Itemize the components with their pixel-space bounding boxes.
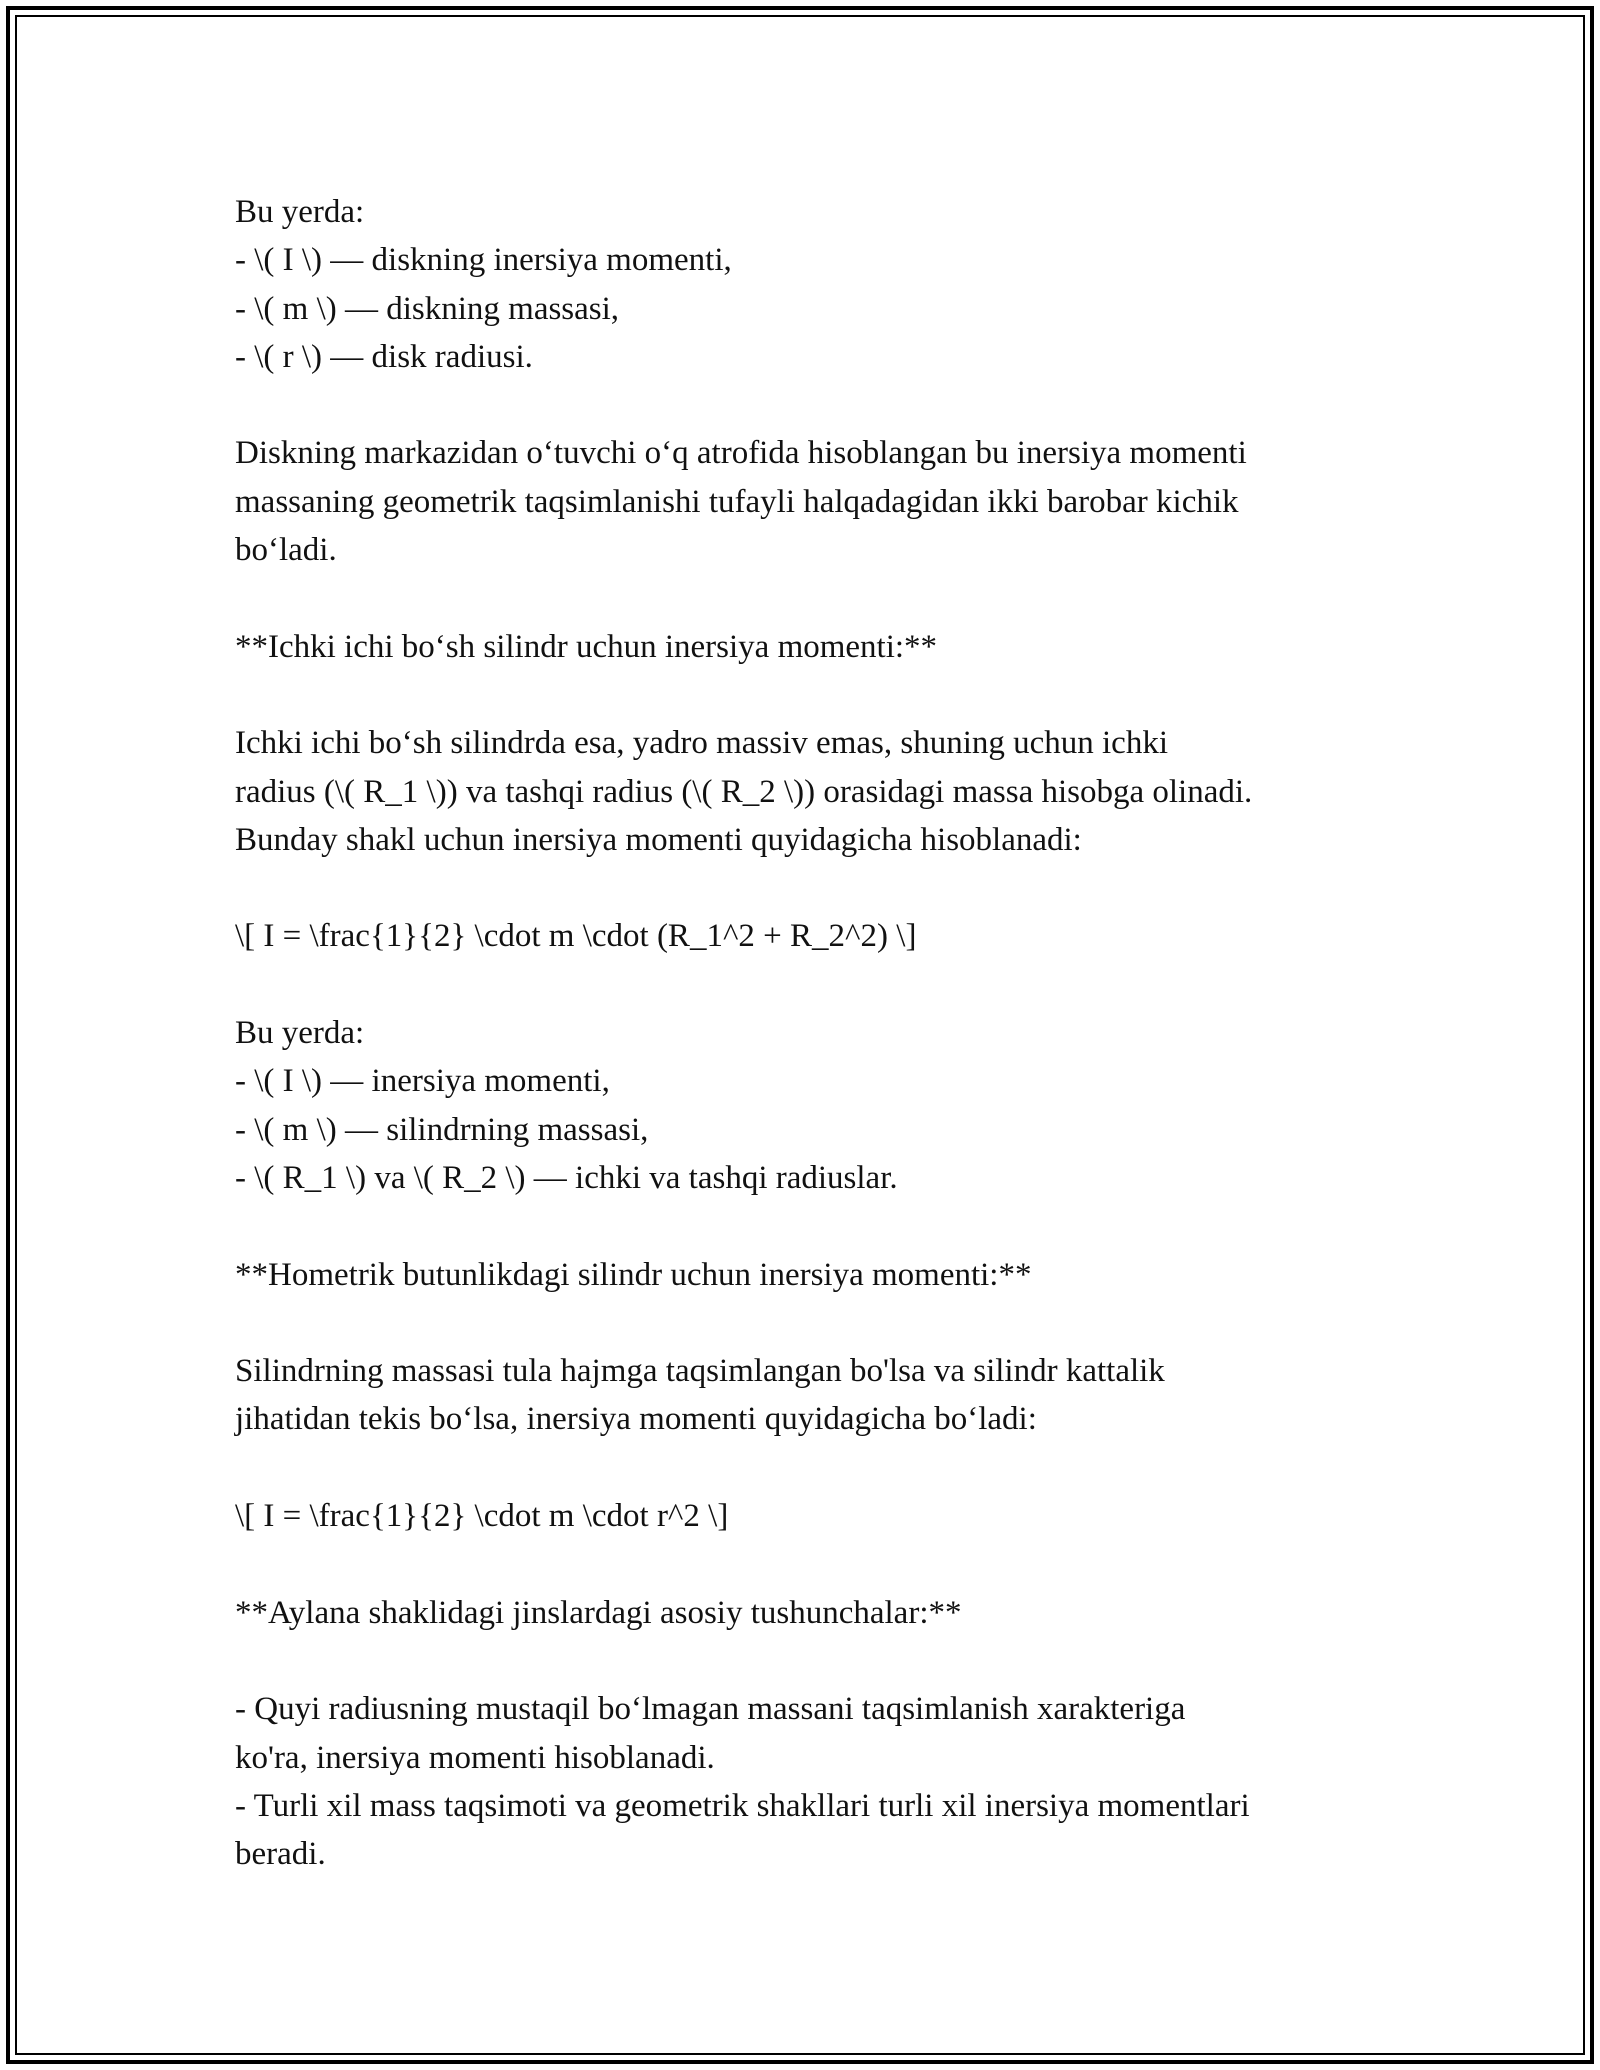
text-line: Bunday shakl uchun inersiya momenti quyidagicha hisoblanadi:: [235, 821, 1082, 858]
paragraph-gap: [235, 1444, 1385, 1492]
paragraph-gap: [235, 1637, 1385, 1685]
text-line: Ichki ichi bo‘sh silindrda esa, yadro massiv emas, shuning uchun ichki: [235, 725, 1168, 762]
text-line: bo‘ladi.: [235, 532, 337, 569]
text-line: ko'ra, inersiya momenti hisoblanadi.: [235, 1739, 715, 1776]
text-line: jihatidan tekis bo‘lsa, inersiya momenti quyidagicha bo‘ladi:: [235, 1401, 1037, 1438]
text-line: radius (\( R_1 \)) va tashqi radius (\( R_2 \)) orasidagi massa hisobga olinadi.: [235, 773, 1253, 810]
paragraph-gap: [235, 961, 1385, 1009]
text-line: **Hometrik butunlikdagi silindr uchun inersiya momenti:**: [235, 1256, 1032, 1293]
paragraph: [235, 1685, 1385, 1878]
paragraph-gap: [235, 864, 1385, 912]
paragraph-gap: [235, 1540, 1385, 1588]
text-line: massaning geometrik taqsimlanishi tufayli halqadagidan ikki barobar kichik: [235, 483, 1239, 520]
text-line: \[ I = \frac{1}{2} \cdot m \cdot (R_1^2 + R_2^2) \]: [235, 918, 917, 955]
paragraph: [235, 719, 1385, 864]
text-line: **Ichki ichi bo‘sh silindr uchun inersiya momenti:**: [235, 628, 938, 665]
text-line: \[ I = \frac{1}{2} \cdot m \cdot r^2 \]: [235, 1498, 729, 1535]
formula-block: [235, 1492, 1385, 1540]
paragraph: [235, 1347, 1385, 1444]
text-line: - Turli xil mass taqsimoti va geometrik shakllari turli xil inersiya momentlari: [235, 1787, 1250, 1824]
paragraph-gap: [235, 1202, 1385, 1250]
text-line: - \( m \) — diskning massasi,: [235, 290, 620, 327]
text-line: - Quyi radiusning mustaqil bo‘lmagan massani taqsimlanish xarakteriga: [235, 1691, 1186, 1728]
document-body: [235, 188, 1385, 1878]
paragraph: [235, 429, 1385, 574]
text-line: beradi.: [235, 1836, 326, 1873]
paragraph: [235, 1009, 1385, 1202]
section-heading: [235, 1589, 1385, 1637]
text-line: - \( m \) — silindrning massasi,: [235, 1111, 649, 1148]
text-line: - \( I \) — inersiya momenti,: [235, 1063, 610, 1100]
text-line: - \( I \) — diskning inersiya momenti,: [235, 242, 732, 279]
text-line: Silindrning massasi tula hajmga taqsimlangan bo'lsa va silindr kattalik: [235, 1353, 1165, 1390]
text-line: Bu yerda:: [235, 1015, 365, 1052]
paragraph: [235, 188, 1385, 381]
text-line: - \( R_1 \) va \( R_2 \) — ichki va tashqi radiuslar.: [235, 1159, 898, 1196]
text-line: Diskning markazidan o‘tuvchi o‘q atrofida hisoblangan bu inersiya momenti: [235, 435, 1247, 472]
section-heading: [235, 1251, 1385, 1299]
paragraph-gap: [235, 671, 1385, 719]
paragraph-gap: [235, 574, 1385, 622]
text-line: Bu yerda:: [235, 194, 365, 230]
paragraph-gap: [235, 381, 1385, 429]
formula-block: [235, 912, 1385, 960]
text-line: **Aylana shaklidagi jinslardagi asosiy tushunchalar:**: [235, 1594, 962, 1631]
text-line: - \( r \) — disk radiusi.: [235, 338, 533, 375]
paragraph-gap: [235, 1299, 1385, 1347]
section-heading: [235, 623, 1385, 671]
